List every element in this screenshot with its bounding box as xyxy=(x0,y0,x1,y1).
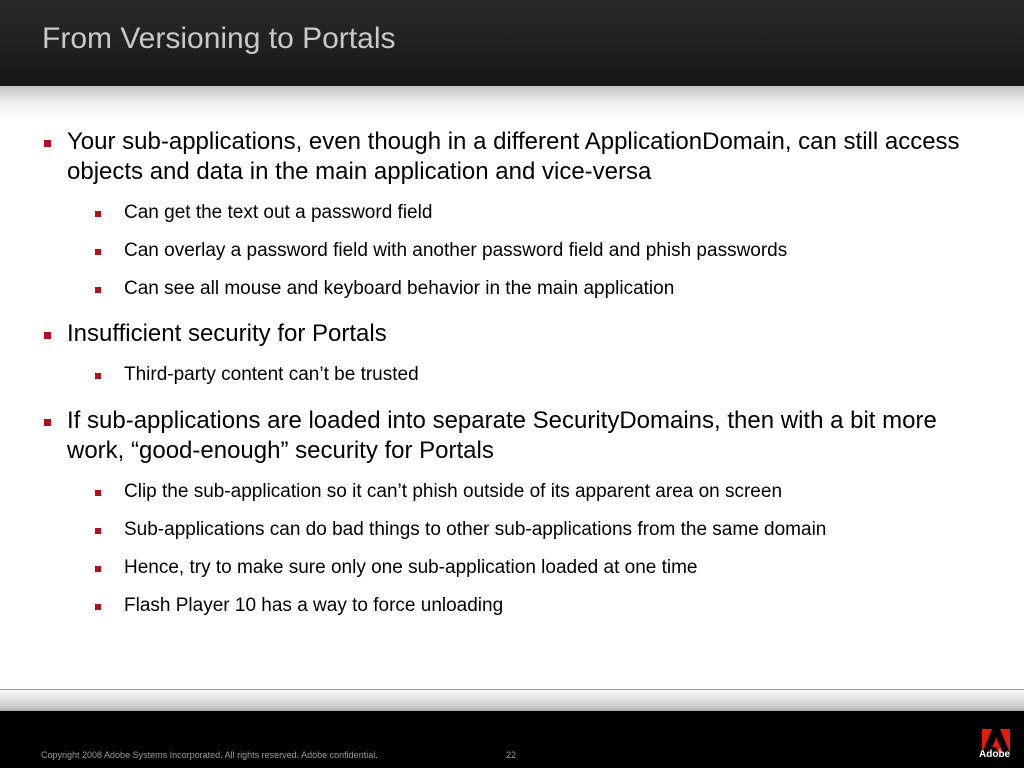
logo-wordmark: Adobe xyxy=(979,749,1011,760)
footer-separator xyxy=(0,689,1024,712)
bullet-item-level1: Insufficient security for Portals xyxy=(67,320,387,347)
bullet-marker-icon xyxy=(95,373,101,379)
bullet-marker-icon xyxy=(95,211,101,217)
bullet-marker-icon xyxy=(95,490,101,496)
bullet-marker-icon xyxy=(95,249,101,255)
bullet-item-level2: Can get the text out a password field xyxy=(124,202,433,223)
bullet-item-level2: Can see all mouse and keyboard behavior in the main application xyxy=(124,278,675,299)
bullet-item-level2: Third-party content can’t be trusted xyxy=(124,364,419,385)
bullet-marker-icon xyxy=(95,287,101,293)
slide-title: From Versioning to Portals xyxy=(42,22,396,55)
bullet-item-level2: Clip the sub-application so it can’t phish outside of its apparent area on screen xyxy=(124,481,783,502)
bullet-item-level1: Your sub-applications, even though in a different ApplicationDomain, can still access objects and data in the main application and vice-versa xyxy=(67,128,960,185)
copyright-text: Copyright 2008 Adobe Systems Incorporated. All rights reserved. Adobe confidential. xyxy=(41,750,378,760)
bullet-marker-icon xyxy=(95,604,101,610)
bullet-item-level2: Can overlay a password field with another password field and phish passwords xyxy=(124,240,788,261)
bullet-marker-icon xyxy=(44,419,51,426)
bullet-marker-icon xyxy=(44,140,51,147)
bullet-item-level2: Hence, try to make sure only one sub-application loaded at one time xyxy=(124,557,698,578)
title-bar-shadow xyxy=(0,86,1024,120)
bullet-marker-icon xyxy=(95,528,101,534)
page-number: 22 xyxy=(506,750,517,760)
bullet-item-level1: If sub-applications are loaded into separate SecurityDomains, then with a bit more work, “good-enough” security for Portals xyxy=(67,407,937,464)
bullet-marker-icon xyxy=(44,332,51,339)
bullet-marker-icon xyxy=(95,566,101,572)
bullet-item-level2: Flash Player 10 has a way to force unloading xyxy=(124,595,504,616)
bullet-item-level2: Sub-applications can do bad things to other sub-applications from the same domain xyxy=(124,519,827,540)
